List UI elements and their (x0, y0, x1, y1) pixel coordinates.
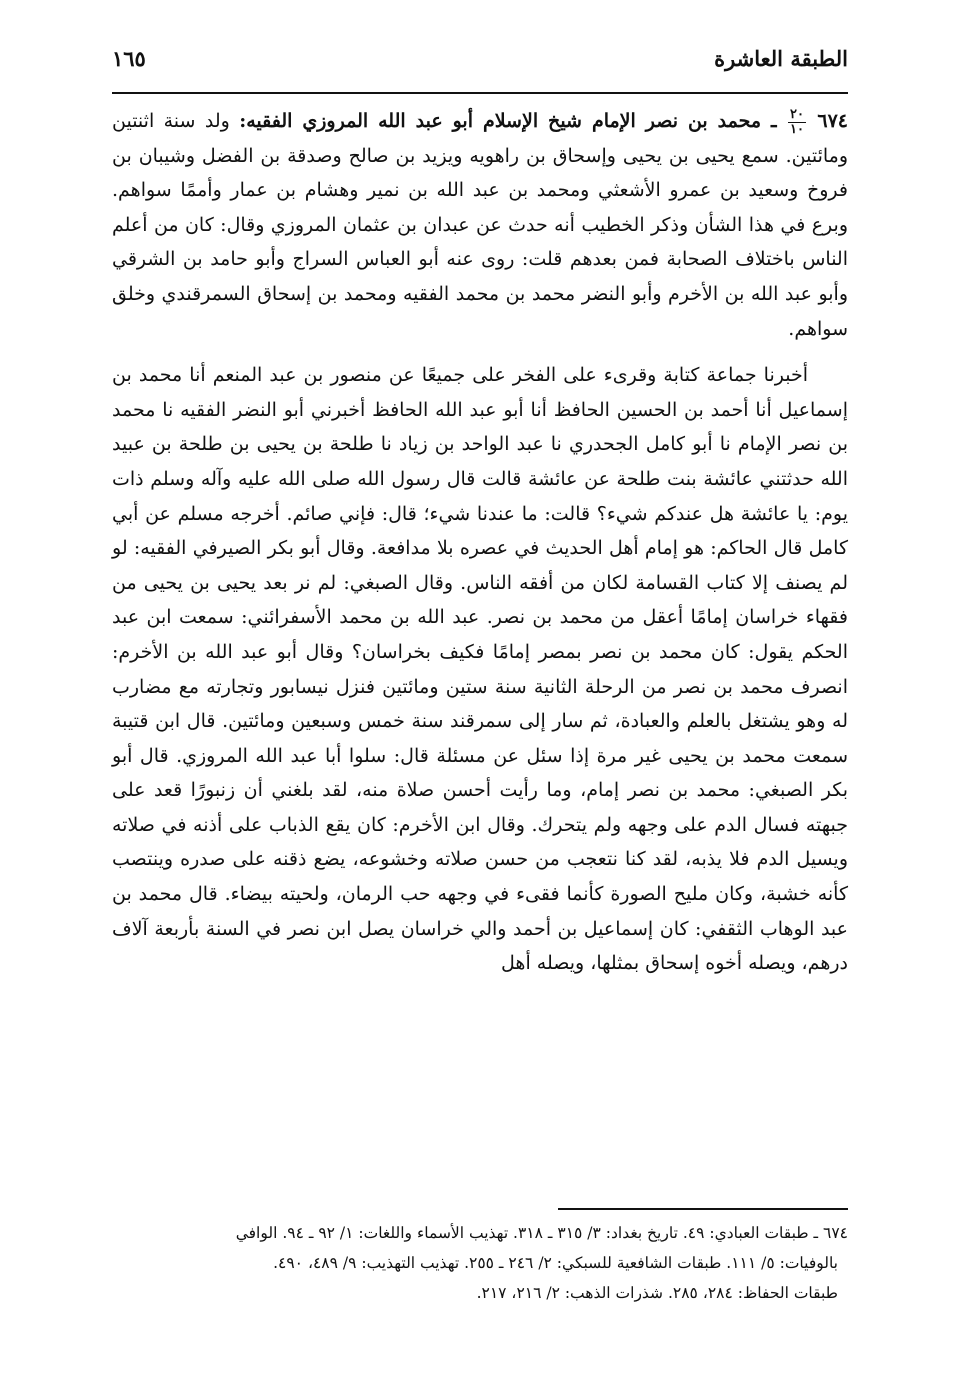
entry-heading: ـ محمد بن نصر الإمام شيخ الإسلام أبو عبد الله المروزي الفقيه: (239, 110, 777, 132)
page-header (112, 38, 848, 78)
header-rule (112, 92, 848, 94)
entry-fraction (788, 108, 806, 137)
biography-entry (112, 104, 848, 346)
paragraph-hadith: أخبرنا جماعة كتابة وقرىء على الفخر على جميعًا عن منصور بن عبد المنعم أنا محمد بن إسماعيل أنا أحمد بن الحسين الحافظ أنا أبو عبد الله الحافظ أخبرني أبو النضر الفقيه نا محمد بن نصر الإمام نا أبو كامل الجحدري نا عبد الواحد بن زياد نا طلحة بن يحيى بن طلحة بن عبيد الله حدثتني عائشة بنت طلحة عن عائشة قالت قال رسول الله صلى الله عليه وآله وسلم ذات يوم: يا عائشة هل عندكم شيء؟ قالت: ما عندنا شيء؛ قال: فإني صائم. أخرجه مسلم عن أبي كامل قال الحاكم: هو إمام أهل الحديث في عصره بلا مدافعة. وقال أبو بكر الصيرفي الفقيه: لو لم يصنف إلا كتاب القسامة لكان من أفقه الناس. وقال الصبغي: لم نر بعد يحيى بن يحيى من فقهاء خراسان إمامًا أعقل من محمد بن نصر. عبد الله بن محمد الأسفرائني: سمعت ابن عبد الحكم يقول: كان محمد بن نصر بمصر إمامًا فكيف بخراسان؟ وقال أبو عبد الله بن الأخرم: انصرف محمد بن نصر من الرحلة الثانية سنة ستين ومائتين فنزل نيسابور وتجارته مع مضارب له وهو يشتغل بالعلم والعبادة، ثم سار إلى سمرقند سنة خمس وسبعين ومائتين. قال ابن قتيبة سمعت محمد بن يحيى غير مرة إذا سئل عن مسئلة قال: سلوا أبا عبد الله المروزي. قال أبو بكر الصبغي: محمد بن نصر إمام، وما رأيت أحسن صلاة منه، لقد بلغني أن زنبورًا قعد على جبهته فسال الدم على وجهه ولم يتحرك. وقال ابن الأخرم: كان يقع الذباب على أذنه في صلاته ويسيل الدم فلا يذبه، لقد كنا نتعجب من حسن صلاته وخشوعه، يضع ذقنه على صدره وينتصب كأنه خشبة، وكان مليح الصورة كأنما فقىء في وجهه حب الرمان، ولحيته بيضاء. قال محمد بن عبد الوهاب الثقفي: كان إسماعيل بن أحمد والي خراسان يصل ابن نصر في السنة بأربعة آلاف درهم، ويصله أخوه إسحاق بمثلها، ويصله أهل (112, 364, 849, 975)
footnote-line-3: طبقات الحفاظ: ٢٨٤، ٢٨٥. شذرات الذهب: ٢/ ٢١٦، ٢١٧. (476, 1284, 838, 1302)
fraction-numerator: ٢٠ (790, 106, 804, 122)
entry-text: ولد سنة اثنتين ومائتين. سمع يحيى بن يحيى وإسحاق بن راهويه ويزيد بن صالح وصدقة بن الفضل وشيبان بن فروخ وسعيد بن عمرو الأشعثي ومحمد بن عبد الله بن نمير وهشام بن عمار وأممًا سواهم. وبرع في هذا الشأن وذكر الخطيب أنه حدث عن عبدان بن عثمان المروزي وقال: كان من أعلم الناس باختلاف الصحابة فمن بعدهم قلت: روى عنه أبو العباس السراج وأبو حامد بن الشرقي وأبو عبد الله بن الأخرم وأبو النضر محمد بن محمد الفقيه ومحمد بن إسحاق السمرقندي وخلق سواهم. (112, 110, 848, 340)
entry-number: ٦٧٤ (817, 110, 848, 132)
main-text (112, 104, 848, 981)
page-number: ١٦٥ (112, 45, 146, 71)
footnote-line-2: بالوفيات: ٥/ ١١١. طبقات الشافعية للسبكي: ٢/ ٢٤٦ ـ ٢٥٥. تهذيب التهذيب: ٩/ ٤٨٩، ٤٩٠. (273, 1254, 838, 1272)
footnote-line-1: ٦٧٤ ـ طبقات العبادي: ٤٩. تاريخ بغداد: ٣/ ٣١٥ ـ ٣١٨. تهذيب الأسماء واللغات: ١/ ٩٢ ـ ٩٤. الوافي (235, 1224, 848, 1242)
fraction-denominator: ١٠ (790, 121, 804, 137)
footnote-rule (558, 1208, 848, 1210)
footnotes (112, 1218, 848, 1308)
running-title: الطبقة العاشرة (714, 45, 848, 71)
